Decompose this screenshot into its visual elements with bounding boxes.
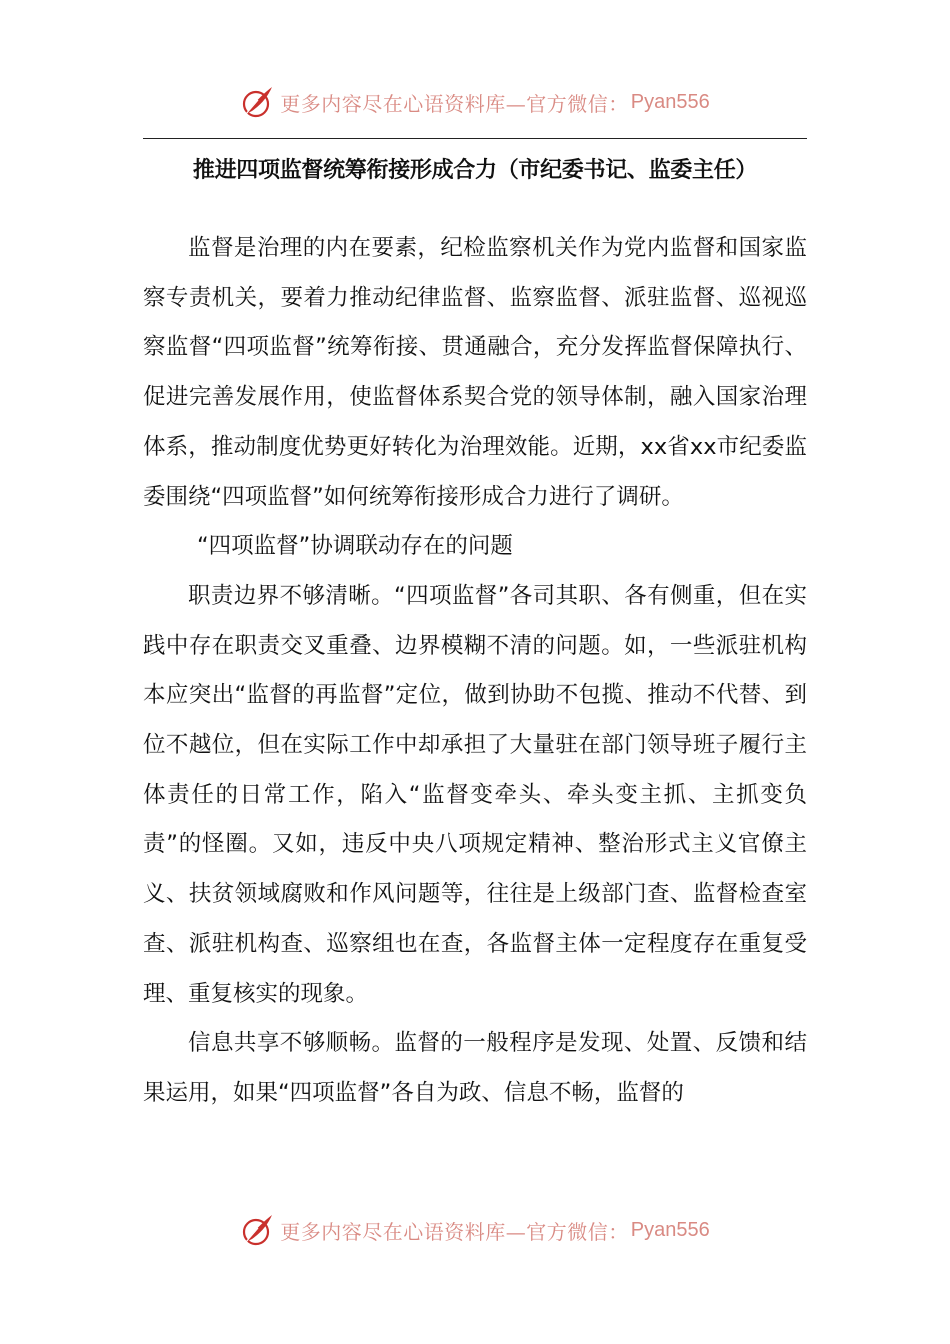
footer-banner	[0, 1210, 950, 1250]
paragraph: 监督是治理的内在要素，纪检监察机关作为党内监督和国家监察专责机关，要着力推动纪律监督、监察监督、派驻监督、巡视巡察监督“四项监督”统筹衔接、贯通融合，充分发挥监督保障执行、促进完善发展作用，使监督体系契合党的领导体制，融入国家治理体系，推动制度优势更好转化为治理效能。近期，xx省xx市纪委监委围绕“四项监督”如何统筹衔接形成合力进行了调研。	[143, 235, 807, 510]
banner-wechat-id: Pyan556	[630, 1218, 710, 1241]
header-banner	[0, 82, 950, 122]
section-heading: “四项监督”协调联动存在的问题	[197, 533, 513, 560]
paragraph: 职责边界不够清晰。“四项监督”各司其职、各有侧重，但在实践中存在职责交叉重叠、边界模糊不清的问题。如，一些派驻机构本应突出“监督的再监督”定位，做到协助不包揽、推动不代替、到位不越位，但在实际工作中却承担了大量驻在部门领导班子履行主体责任的日常工作，陷入“监督变牵头、牵头变主抓、主抓变负责”的怪圈。又如，违反中央八项规定精神、整治形式主义官僚主义、扶贫领域腐败和作风问题等，往往是上级部门查、监督检查室查、派驻机构查、巡察组也在查，各监督主体一定程度存在重复受理、重复核实的现象。	[143, 582, 807, 1007]
article-body	[143, 224, 807, 1119]
paragraph: 信息共享不够顺畅。监督的一般程序是发现、处置、反馈和结果运用，如果“四项监督”各自为政、信息不畅，监督的	[143, 1030, 807, 1106]
quill-pen-logo-icon	[240, 84, 276, 120]
header-divider	[143, 138, 807, 139]
banner-wechat-id: Pyan556	[630, 90, 710, 113]
quill-pen-logo-icon	[240, 1212, 276, 1248]
banner-text: 更多内容尽在心语资料库—官方微信：	[280, 91, 629, 116]
article-title: 推进四项监督统筹衔接形成合力（市纪委书记、监委主任）	[192, 158, 758, 183]
banner-text: 更多内容尽在心语资料库—官方微信：	[280, 1219, 629, 1244]
